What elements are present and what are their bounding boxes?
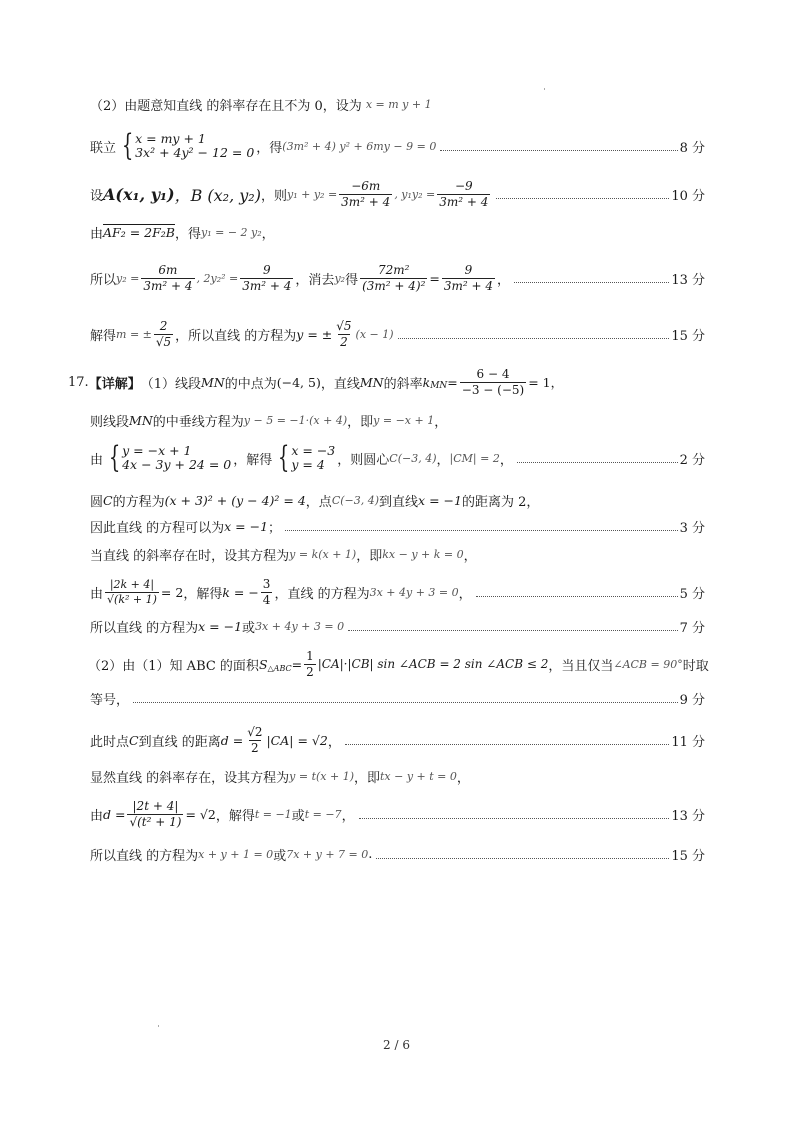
solution-line-5: [90, 256, 705, 300]
line-text: （2）由（1）知 ABC 的面积: [88, 658, 259, 674]
math-expression: C: [129, 732, 139, 748]
vector-equation: AF₂ = 2F₂B: [103, 224, 175, 240]
system-row: y = −x + 1: [122, 442, 192, 458]
numerator: 3: [262, 576, 271, 591]
line-text: 或: [273, 848, 287, 864]
math-expression: x + y + 1 = 0: [198, 847, 274, 861]
math-expression: S: [258, 656, 268, 672]
leader-dots: [345, 744, 669, 745]
math-expression: C: [103, 492, 113, 508]
score-mark: 8 分: [679, 140, 705, 156]
denominator: 3m² + 4: [242, 278, 292, 293]
math-expression: y = −x + 1: [373, 413, 435, 427]
leader-dots: [376, 858, 669, 859]
fraction: [437, 180, 490, 208]
solution-line-12: [90, 536, 705, 572]
scan-speck: [544, 88, 545, 90]
fraction: [105, 579, 159, 605]
solution-line-6: [90, 312, 705, 356]
math-expression: , y₁y₂ =: [394, 187, 436, 201]
math-expression: x = −1: [418, 492, 462, 508]
line-text: 的方程为: [112, 494, 165, 510]
line-text: ，得: [256, 140, 283, 156]
line-text: 当直线 的斜率存在时，设其方程为: [90, 548, 290, 564]
math-expression: y − 5 = −1·(x + 4): [243, 413, 348, 427]
fraction: [334, 320, 353, 348]
line-text: ，即: [353, 770, 380, 786]
solution-line-1: [90, 86, 705, 122]
line-text: ，: [458, 586, 472, 602]
math-expression: y₂ =: [116, 271, 140, 285]
leader-dots: [496, 198, 669, 199]
numerator: 2: [159, 318, 168, 333]
math-expression: MN: [200, 374, 225, 390]
line-text: ，: [463, 548, 477, 564]
line-text: ，: [341, 808, 355, 824]
denominator: 2: [306, 664, 314, 679]
line-text: （1）线段: [140, 376, 201, 392]
line-text: 因此直线 的方程可以为: [90, 520, 225, 536]
system-row: 4x − 3y + 24 = 0: [122, 457, 232, 472]
solution-line-8: [90, 402, 705, 438]
line-text: 所以: [90, 272, 117, 288]
line-text: ，得: [174, 226, 201, 242]
line-text: 或: [291, 808, 305, 824]
score-mark: 15 分: [671, 848, 705, 864]
line-text: 时取: [682, 658, 709, 674]
math-expression: y = t(x + 1): [289, 769, 354, 783]
math-expression: m = ±: [116, 327, 152, 341]
math-expression: (x − 1): [355, 327, 394, 341]
math-expression: |CA| = √2: [266, 732, 328, 748]
score-mark: 10 分: [671, 188, 705, 204]
fraction: [360, 264, 427, 292]
line-text: 到直线: [379, 494, 419, 510]
math-expression: x = −1: [224, 518, 269, 534]
denominator: √5: [155, 334, 172, 349]
numerator: |2k + 4|: [109, 577, 155, 591]
line-text: ，点: [305, 494, 332, 510]
line-text: ，当且仅当: [548, 658, 614, 674]
fraction: [304, 650, 316, 678]
math-expression: x = −1: [198, 618, 243, 634]
line-text: 等号，: [90, 692, 130, 708]
math-expression: ，B (x₂, y₂): [174, 185, 261, 205]
math-expression: 3x + 4y + 3 = 0: [369, 585, 459, 599]
math-expression: MN: [129, 412, 153, 428]
page-number: 2 / 6: [383, 1038, 410, 1052]
line-text: ，直线 的方程为: [274, 586, 370, 602]
subscript: △ABC: [267, 663, 292, 673]
brace-symbol: {: [278, 440, 290, 475]
line-text: 则线段: [90, 414, 130, 430]
denominator: 3m² + 4: [439, 194, 489, 209]
line-text: ，消去: [295, 272, 335, 288]
math-expression: =: [291, 656, 303, 672]
line-text: 的中点为: [224, 376, 277, 392]
math-expression: t = −1: [254, 807, 292, 821]
denominator: √(k² + 1): [107, 592, 157, 606]
math-expression: kx − y + k = 0: [382, 547, 464, 561]
numerator: |2t + 4|: [132, 798, 179, 813]
line-text: 所以直线 的方程为: [90, 848, 199, 864]
score-mark: 9 分: [679, 692, 705, 708]
solution-line-19: [90, 792, 705, 836]
math-expression: |CA|·|CB| sin ∠ACB = 2 sin ∠ACB ≤ 2: [317, 657, 549, 671]
score-mark: 2 分: [679, 452, 705, 468]
leader-dots: [517, 462, 678, 463]
line-text: 的中垂线方程为: [152, 414, 244, 430]
denominator: 3m² + 4: [341, 194, 391, 209]
math-expression: (−4, 5): [276, 374, 321, 390]
line-text: ，直线: [320, 376, 360, 392]
line-text: 的斜率: [383, 376, 423, 392]
line-text: 由: [90, 452, 104, 468]
line-text: 设: [90, 188, 104, 204]
numerator: −9: [455, 178, 473, 193]
math-expression: tx − y + t = 0: [380, 769, 457, 783]
numerator: 1: [306, 648, 314, 663]
fraction: [261, 578, 273, 606]
math-expression: MN: [359, 374, 384, 390]
math-expression: , 2y₂² =: [196, 271, 239, 285]
line-text: ，即: [347, 414, 374, 430]
brace-symbol: {: [108, 440, 121, 475]
equation-system: [105, 440, 232, 475]
line-text: ，: [497, 272, 511, 288]
math-expression: y = ±: [296, 326, 333, 342]
leader-dots: [133, 702, 678, 703]
line-text: 由: [90, 808, 104, 824]
leader-dots: [359, 818, 670, 819]
fraction: [339, 180, 392, 208]
line-text: ，解得: [215, 808, 255, 824]
line-text: 圆: [90, 494, 104, 510]
math-expression: t = −7: [304, 807, 342, 821]
math-expression: y₁ = − 2 y₂: [201, 225, 262, 239]
math-expression: = 1，: [528, 375, 564, 390]
line-text: ，: [261, 226, 275, 242]
numerator: 72m²: [378, 262, 410, 277]
math-expression: =: [447, 374, 458, 390]
numerator: 6m: [158, 262, 178, 277]
solution-line-18: [90, 758, 705, 794]
score-mark: 3 分: [679, 520, 705, 536]
line-text: ，则: [260, 188, 287, 204]
math-expression: k: [422, 374, 431, 390]
solution-line-17: [90, 718, 705, 762]
line-text: .: [368, 846, 373, 862]
fraction: [442, 264, 495, 292]
system-row: 3x² + 4y² − 12 = 0: [135, 145, 255, 160]
line-text: 由: [90, 226, 104, 242]
denominator: 3m² + 4: [143, 278, 193, 293]
numerator: 9: [263, 262, 271, 277]
math-expression: k = −: [222, 584, 259, 600]
problem-number: 17.: [68, 374, 89, 390]
fraction: [460, 368, 526, 396]
math-expression: y₂: [334, 271, 346, 285]
math-expression: (x + 3)² + (y − 4)² = 4: [164, 492, 306, 508]
math-expression: d =: [103, 806, 126, 822]
line-text: ，解得: [183, 586, 223, 602]
line-text: 得: [345, 272, 359, 288]
numerator: −6m: [351, 178, 381, 193]
solution-line-14: [90, 608, 705, 644]
line-text: 由: [90, 586, 104, 602]
solution-line-3: [90, 174, 705, 214]
score-mark: 11 分: [671, 734, 705, 750]
numerator: 6 − 4: [476, 366, 510, 381]
math-expression: C(−3, 4): [331, 493, 380, 507]
fraction: [240, 264, 293, 292]
line-text: 此时点: [90, 734, 130, 750]
fraction: [127, 800, 183, 828]
solution-line-20: [90, 836, 705, 872]
solution-line-2: [90, 126, 705, 166]
line-text: ，解得: [233, 452, 273, 468]
score-mark: 5 分: [679, 586, 705, 602]
solution-line-9: [90, 436, 705, 480]
fraction: [141, 264, 194, 292]
math-expression: =: [429, 270, 440, 286]
system-row: y = 4: [291, 457, 325, 472]
line-text: 所以直线 的方程为: [90, 620, 199, 636]
line-text: ，: [434, 414, 448, 430]
line-text: ，: [436, 452, 450, 468]
math-expression: x = m y + 1: [365, 97, 432, 111]
line-text: ，: [499, 452, 513, 468]
brace-symbol: {: [121, 128, 134, 163]
line-text: 到直线 的距离: [138, 734, 221, 750]
line-text: ，: [456, 770, 470, 786]
line-text: ，所以直线 的方程为: [175, 328, 297, 344]
leader-dots: [398, 338, 670, 339]
math-expression: ∠ACB = 90°: [613, 657, 683, 671]
line-text: 显然直线 的斜率存在，设其方程为: [90, 770, 290, 786]
line-text: 解得: [90, 328, 117, 344]
leader-dots: [440, 150, 677, 151]
math-expression: y₁ + y₂ =: [286, 187, 338, 201]
leader-dots: [476, 596, 678, 597]
system-row: x = −3: [291, 442, 336, 458]
solution-line-16: [90, 680, 705, 716]
math-expression: 3x + 4y + 3 = 0: [255, 619, 345, 633]
scan-speck: [158, 1025, 159, 1027]
fraction: [245, 726, 264, 754]
line-text: ；: [268, 520, 282, 536]
math-expression: = 2: [160, 584, 184, 600]
math-expression: A(x₁, y₁): [103, 184, 175, 204]
math-expression: 7x + y + 7 = 0: [286, 847, 369, 861]
fraction: [154, 320, 173, 348]
line-text: ，: [327, 734, 341, 750]
denominator: 3m² + 4: [443, 278, 494, 293]
score-mark: 15 分: [671, 328, 705, 344]
numerator: 9: [464, 262, 473, 277]
line-text: 或: [242, 620, 256, 636]
math-expression: C(−3, 4): [389, 451, 437, 465]
math-expression: d =: [220, 732, 244, 748]
system-row: x = my + 1: [135, 130, 206, 146]
section-tag: 【详解】: [88, 376, 141, 392]
line-text: 的距离为 2，: [461, 494, 540, 510]
line-text: ，则圆心: [337, 452, 390, 468]
line-text: 联立: [90, 140, 117, 156]
math-expression: = √2: [185, 806, 216, 822]
score-mark: 13 分: [671, 808, 705, 824]
denominator: √(t² + 1): [129, 814, 182, 829]
solution-line-4: [90, 214, 705, 250]
denominator: 4: [262, 592, 271, 607]
denominator: (3m² + 4)²: [362, 278, 426, 293]
math-expression: y = k(x + 1): [289, 547, 357, 561]
math-expression: |CM| = 2: [449, 451, 500, 465]
math-expression: (3m² + 4) y² + 6my − 9 = 0: [282, 139, 437, 153]
score-mark: 7 分: [679, 620, 705, 636]
denominator: 2: [251, 740, 259, 755]
leader-dots: [514, 282, 669, 283]
solution-line-7: [68, 362, 705, 402]
leader-dots: [285, 530, 678, 531]
numerator: √2: [247, 724, 263, 739]
leader-dots: [348, 630, 677, 631]
denominator: 2: [340, 334, 348, 349]
line-text: （2）由题意知直线 的斜率存在且不为 0，设为: [90, 98, 362, 114]
line-text: ，即: [356, 548, 383, 564]
score-mark: 13 分: [671, 272, 705, 288]
subscript: MN: [430, 381, 448, 391]
solution-system: [274, 440, 336, 475]
numerator: √5: [336, 318, 352, 333]
equation-system: [118, 128, 255, 163]
denominator: −3 − (−5): [461, 382, 525, 397]
